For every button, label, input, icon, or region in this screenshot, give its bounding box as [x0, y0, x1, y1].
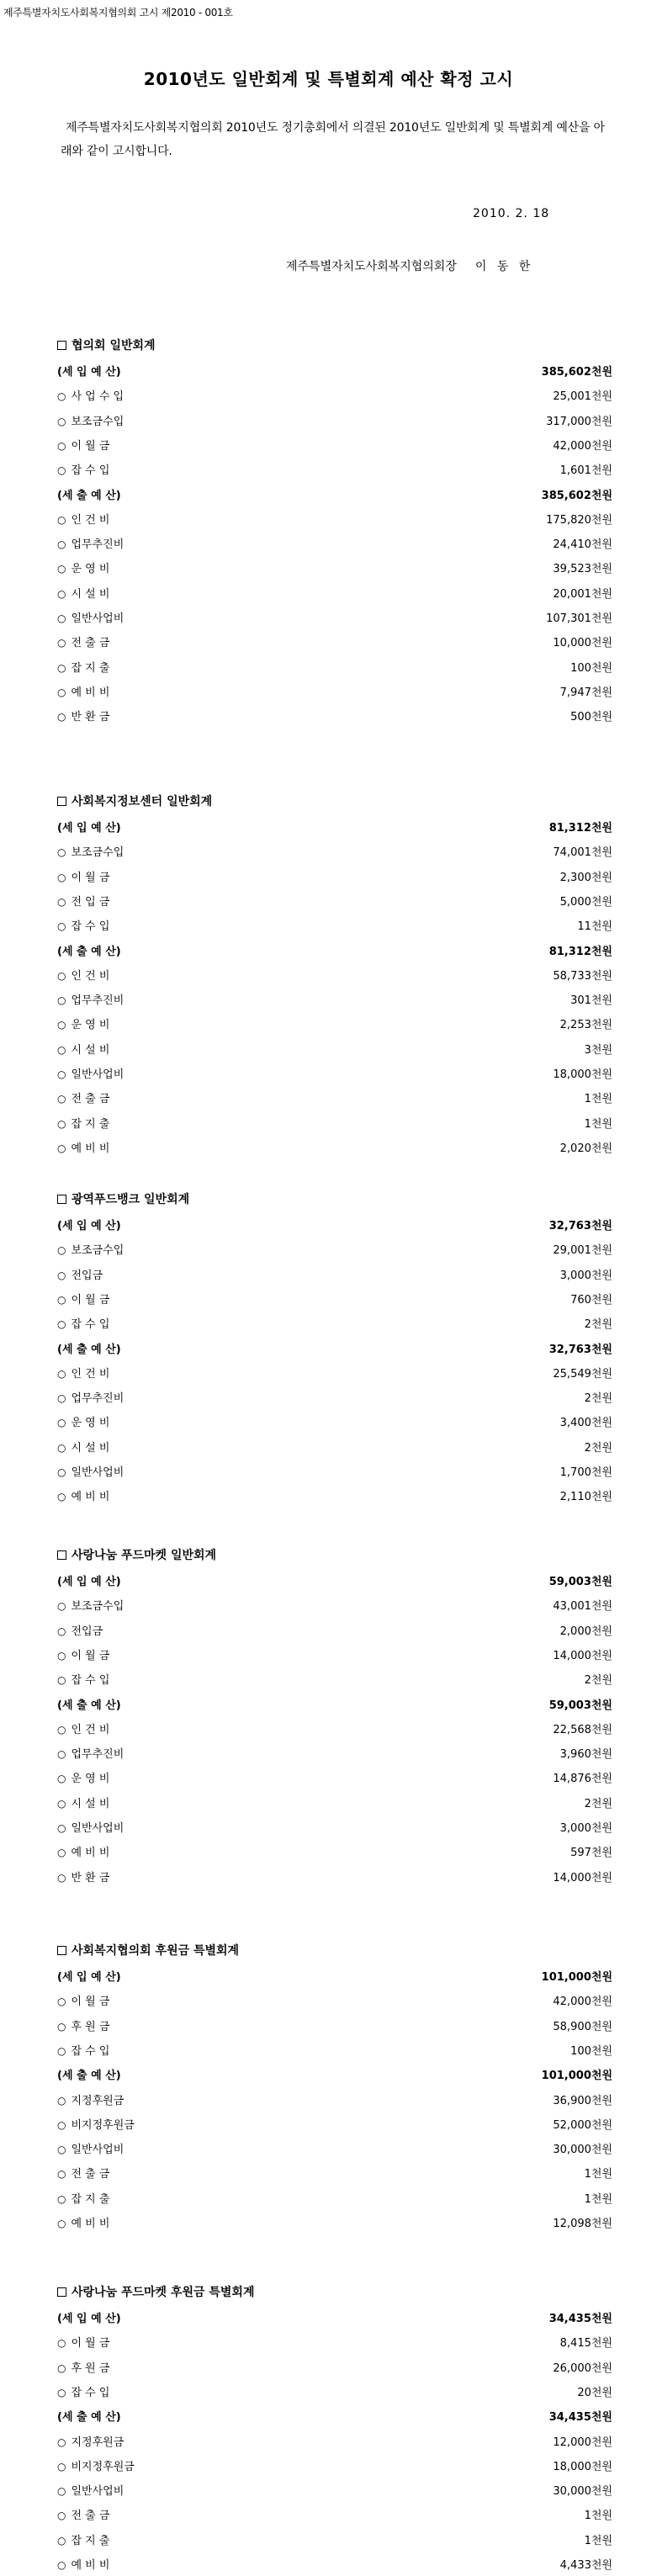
- budget-item-label: ○ 전 출 금: [57, 2165, 585, 2181]
- budget-item-row: [57, 1285, 612, 1311]
- budget-item-row: [57, 1408, 612, 1434]
- budget-item-label: ○ 전 입 금: [57, 893, 560, 909]
- budget-total-row: [57, 937, 612, 962]
- budget-item-amount: 385,602천원: [541, 489, 612, 502]
- budget-item-amount: 100천원: [570, 661, 612, 675]
- budget-item-label: ○ 보조금수입: [57, 843, 553, 859]
- budget-item-row: [57, 702, 612, 728]
- budget-item-label: ○ 운 영 비: [57, 1015, 560, 1031]
- budget-item-label: (세 출 예 산): [57, 2410, 121, 2424]
- budget-item-label: ○ 인 건 비: [57, 967, 553, 983]
- budget-item-label: (세 출 예 산): [57, 1699, 121, 1712]
- section-title: [57, 792, 212, 809]
- budget-item-row: [57, 1641, 612, 1667]
- budget-item-amount: 39,523천원: [553, 562, 612, 575]
- budget-item-amount: 2,020천원: [559, 1142, 612, 1155]
- budget-item-label: ○ 전입금: [57, 1266, 560, 1282]
- budget-item-label: (세 입 예 산): [57, 2312, 121, 2325]
- budget-item-label: ○ 시 설 비: [57, 585, 553, 601]
- budget-item-label: ○ 사 업 수 입: [57, 387, 553, 403]
- budget-item-amount: 12,000천원: [553, 2436, 612, 2449]
- budget-item-amount: 385,602천원: [541, 365, 612, 379]
- budget-item-row: [57, 2135, 612, 2160]
- budget-item-row: [57, 1434, 612, 1459]
- budget-item-label: ○ 시 설 비: [57, 1794, 585, 1810]
- notice-number: 제주특별자치도사회복지협의회 고시 제2010 - 001호: [3, 7, 233, 19]
- budget-item-label: ○ 이 월 금: [57, 1291, 570, 1307]
- budget-item-amount: 24,410천원: [553, 538, 612, 551]
- budget-item-label: (세 입 예 산): [57, 1219, 121, 1232]
- budget-item-amount: 32,763천원: [548, 1219, 612, 1232]
- budget-total-row: [57, 481, 612, 506]
- budget-item-label: ○ 반 환 금: [57, 708, 570, 724]
- budget-item-label: ○ 잡 수 입: [57, 917, 577, 933]
- budget-item-amount: 58,900천원: [553, 2020, 612, 2033]
- budget-total-row: [57, 358, 612, 383]
- budget-item-label: ○ 잡 지 출: [57, 2531, 585, 2547]
- budget-item-amount: 2,253천원: [559, 1018, 612, 1031]
- budget-item-row: [57, 1482, 612, 1508]
- budget-item-row: [57, 530, 612, 555]
- budget-item-row: [57, 1458, 612, 1483]
- signer: [286, 257, 533, 274]
- budget-item-amount: 12,098천원: [553, 2217, 612, 2230]
- section-title: [57, 337, 156, 353]
- budget-item-amount: 32,763천원: [548, 1343, 612, 1356]
- budget-item-label: (세 출 예 산): [57, 489, 121, 502]
- budget-item-label: ○ 잡 수 입: [57, 2383, 577, 2399]
- budget-item-amount: 11천원: [577, 920, 612, 933]
- budget-item-amount: 500천원: [570, 710, 612, 724]
- budget-item-amount: 58,733천원: [553, 969, 612, 983]
- budget-item-row: [57, 1134, 612, 1159]
- budget-item-row: [57, 2111, 612, 2136]
- signer-org: 제주특별자치도사회복지협의회장: [286, 260, 457, 273]
- budget-item-amount: 1,601천원: [559, 464, 612, 477]
- budget-item-label: ○ 잡 수 입: [57, 2042, 570, 2058]
- budget-item-amount: 2천원: [584, 1673, 612, 1687]
- budget-item-label: ○ 업무추진비: [57, 1389, 585, 1405]
- budget-item-row: [57, 2012, 612, 2038]
- budget-total-row: [57, 1691, 612, 1716]
- budget-item-row: [57, 2329, 612, 2354]
- budget-item-amount: 760천원: [570, 1293, 612, 1307]
- budget-item-row: [57, 1814, 612, 1839]
- budget-item-amount: 2천원: [584, 1797, 612, 1810]
- budget-item-amount: 1천원: [584, 2167, 612, 2181]
- budget-item-row: [57, 2477, 612, 2502]
- budget-item-row: [57, 1110, 612, 1135]
- budget-item-label: ○ 보조금수입: [57, 1241, 553, 1257]
- budget-item-amount: 100천원: [570, 2044, 612, 2058]
- budget-item-row: [57, 2037, 612, 2062]
- section-title-text: 협의회 일반회계: [72, 339, 156, 352]
- budget-item-amount: 3천원: [584, 1043, 612, 1057]
- budget-item-label: ○ 보조금수입: [57, 412, 546, 428]
- budget-item-row: [57, 654, 612, 679]
- budget-item-amount: 301천원: [570, 994, 612, 1007]
- budget-total-row: [57, 2304, 612, 2330]
- budget-item-label: ○ 이 월 금: [57, 1646, 553, 1662]
- budget-item-amount: 59,003천원: [548, 1575, 612, 1588]
- budget-item-amount: 1천원: [584, 1117, 612, 1131]
- budget-item-row: [57, 1789, 612, 1815]
- budget-item-amount: 42,000천원: [553, 1995, 612, 2008]
- budget-item-row: [57, 1261, 612, 1286]
- budget-item-label: ○ 전입금: [57, 1622, 560, 1638]
- budget-item-amount: 2천원: [584, 1441, 612, 1455]
- section-title-text: 사랑나눔 푸드마켓 일반회계: [72, 1549, 217, 1562]
- budget-item-label: ○ 이 월 금: [57, 437, 553, 453]
- budget-item-row: [57, 912, 612, 937]
- budget-item-amount: 20,001천원: [553, 587, 612, 601]
- budget-item-amount: 25,549천원: [553, 1367, 612, 1381]
- budget-item-label: ○ 예 비 비: [57, 2556, 560, 2572]
- section-title: [57, 1942, 239, 1959]
- budget-item-row: [57, 580, 612, 605]
- budget-item-label: ○ 잡 수 입: [57, 461, 560, 477]
- budget-item-amount: 14,876천원: [553, 1772, 612, 1785]
- budget-item-row: [57, 863, 612, 888]
- budget-item-row: [57, 838, 612, 863]
- budget-item-label: ○ 예 비 비: [57, 1843, 570, 1859]
- budget-item-row: [57, 1740, 612, 1765]
- budget-item-amount: 8,415천원: [559, 2336, 612, 2350]
- budget-item-row: [57, 2378, 612, 2404]
- budget-item-row: [57, 1010, 612, 1036]
- budget-item-row: [57, 554, 612, 580]
- budget-item-label: ○ 잡 지 출: [57, 659, 570, 675]
- budget-item-row: [57, 1987, 612, 2012]
- budget-item-row: [57, 1666, 612, 1691]
- intro-text: 제주특별자치도사회복지협의회 2010년도 정기총회에서 의결된 2010년도 일반회계 및 특별회계 예산을 아래와 같이 고시합니다.: [61, 121, 605, 158]
- budget-item-label: ○ 운 영 비: [57, 1769, 553, 1785]
- checkbox-square-icon: [57, 797, 66, 806]
- budget-item-row: [57, 407, 612, 432]
- budget-item-row: [57, 1060, 612, 1085]
- budget-item-amount: 34,435천원: [548, 2410, 612, 2424]
- budget-item-amount: 3,000천원: [559, 1269, 612, 1282]
- budget-item-amount: 18,000천원: [553, 1068, 612, 1081]
- budget-item-label: ○ 이 월 금: [57, 1992, 553, 2008]
- budget-item-amount: 36,900천원: [553, 2094, 612, 2107]
- budget-item-label: ○ 일반사업비: [57, 609, 546, 625]
- budget-total-row: [57, 1335, 612, 1360]
- budget-item-row: [57, 986, 612, 1011]
- budget-item-label: ○ 시 설 비: [57, 1041, 585, 1057]
- budget-item-amount: 14,000천원: [553, 1649, 612, 1662]
- budget-item-label: ○ 예 비 비: [57, 2214, 553, 2230]
- budget-item-amount: 1천원: [584, 1092, 612, 1105]
- section-title-text: 광역푸드뱅크 일반회계: [72, 1193, 190, 1206]
- checkbox-square-icon: [57, 1195, 66, 1204]
- budget-item-label: ○ 업무추진비: [57, 991, 570, 1007]
- budget-item-row: [57, 1838, 612, 1863]
- budget-item-row: [57, 2526, 612, 2552]
- budget-item-label: (세 입 예 산): [57, 821, 121, 835]
- budget-item-amount: 317,000천원: [546, 415, 612, 428]
- budget-item-label: (세 출 예 산): [57, 945, 121, 958]
- signer-name: 이 동 한: [474, 260, 534, 273]
- budget-item-amount: 2,300천원: [559, 871, 612, 884]
- budget-item-label: ○ 잡 지 출: [57, 1115, 585, 1131]
- checkbox-square-icon: [57, 2287, 66, 2297]
- budget-item-label: (세 입 예 산): [57, 1575, 121, 1588]
- budget-item-amount: 1천원: [584, 2192, 612, 2206]
- budget-item-label: ○ 일반사업비: [57, 1819, 560, 1835]
- budget-item-label: ○ 전 출 금: [57, 633, 553, 649]
- budget-item-row: [57, 962, 612, 987]
- budget-item-label: ○ 일반사업비: [57, 2140, 553, 2156]
- budget-item-amount: 4,433천원: [559, 2558, 612, 2572]
- budget-item-amount: 22,568천원: [553, 1723, 612, 1736]
- budget-item-label: ○ 인 건 비: [57, 1720, 553, 1736]
- budget-item-label: ○ 예 비 비: [57, 1139, 560, 1155]
- budget-item-amount: 30,000천원: [553, 2484, 612, 2498]
- budget-item-amount: 2,110천원: [559, 1490, 612, 1503]
- section-title-text: 사랑나눔 푸드마켓 후원금 특별회계: [72, 2286, 255, 2299]
- budget-item-row: [57, 1592, 612, 1617]
- budget-item-label: ○ 업무추진비: [57, 535, 553, 551]
- budget-item-row: [57, 432, 612, 457]
- budget-item-amount: 42,000천원: [553, 439, 612, 453]
- budget-item-amount: 10,000천원: [553, 636, 612, 649]
- budget-item-label: ○ 비지정후원금: [57, 2457, 553, 2473]
- budget-item-row: [57, 1617, 612, 1642]
- budget-item-row: [57, 1084, 612, 1110]
- budget-item-amount: 175,820천원: [546, 513, 612, 527]
- checkbox-square-icon: [57, 1946, 66, 1955]
- budget-item-label: ○ 후 원 금: [57, 2359, 553, 2375]
- budget-item-label: ○ 업무추진비: [57, 1745, 560, 1761]
- budget-item-label: ○ 전 출 금: [57, 1089, 585, 1105]
- budget-item-amount: 101,000천원: [541, 1970, 612, 1984]
- budget-item-label: ○ 인 건 비: [57, 1365, 553, 1381]
- budget-item-row: [57, 1036, 612, 1061]
- budget-item-label: ○ 후 원 금: [57, 2017, 553, 2033]
- intro-paragraph: [61, 116, 607, 163]
- checkbox-square-icon: [57, 341, 66, 350]
- checkbox-square-icon: [57, 1550, 66, 1560]
- budget-item-row: [57, 1863, 612, 1889]
- budget-total-row: [57, 1211, 612, 1237]
- budget-item-label: (세 입 예 산): [57, 365, 121, 379]
- budget-item-row: [57, 2185, 612, 2210]
- budget-total-row: [57, 814, 612, 839]
- budget-item-amount: 25,001천원: [553, 390, 612, 403]
- budget-item-amount: 7,947천원: [559, 686, 612, 699]
- budget-item-amount: 43,001천원: [553, 1599, 612, 1613]
- budget-item-row: [57, 678, 612, 703]
- budget-item-amount: 2천원: [584, 1317, 612, 1331]
- budget-item-label: ○ 일반사업비: [57, 2482, 553, 2498]
- notice-date: 2010. 2. 18: [473, 207, 550, 220]
- page-title: 2010년도 일반회계 및 특별회계 예산 확정 고시: [143, 69, 514, 89]
- budget-item-row: [57, 628, 612, 654]
- budget-item-label: ○ 잡 수 입: [57, 1671, 585, 1687]
- budget-item-amount: 52,000천원: [553, 2118, 612, 2132]
- budget-item-label: ○ 지정후원금: [57, 2433, 553, 2449]
- budget-item-row: [57, 1384, 612, 1409]
- budget-item-amount: 26,000천원: [553, 2361, 612, 2375]
- section-title: [57, 1190, 189, 1207]
- budget-item-row: [57, 2209, 612, 2234]
- budget-item-row: [57, 2452, 612, 2478]
- budget-item-label: ○ 지정후원금: [57, 2091, 553, 2107]
- budget-item-label: ○ 운 영 비: [57, 1413, 560, 1429]
- budget-item-row: [57, 2086, 612, 2112]
- budget-item-amount: 81,312천원: [548, 821, 612, 835]
- budget-item-label: ○ 비지정후원금: [57, 2116, 553, 2132]
- budget-item-amount: 2천원: [584, 1391, 612, 1405]
- budget-item-label: ○ 일반사업비: [57, 1463, 560, 1479]
- budget-item-amount: 1천원: [584, 2534, 612, 2547]
- budget-item-row: [57, 1764, 612, 1789]
- budget-item-amount: 74,001천원: [553, 845, 612, 859]
- budget-item-row: [57, 1360, 612, 1385]
- section-title: [57, 2283, 254, 2300]
- budget-item-label: ○ 인 건 비: [57, 511, 546, 527]
- budget-item-amount: 59,003천원: [548, 1699, 612, 1712]
- budget-item-row: [57, 456, 612, 481]
- budget-item-label: ○ 잡 지 출: [57, 2190, 585, 2206]
- budget-item-amount: 29,001천원: [553, 1243, 612, 1257]
- budget-item-amount: 3,960천원: [559, 1747, 612, 1761]
- budget-item-amount: 1천원: [584, 2509, 612, 2522]
- budget-item-row: [57, 2354, 612, 2379]
- section-title-text: 사회복지정보센터 일반회계: [72, 795, 213, 808]
- budget-item-row: [57, 2551, 612, 2576]
- budget-total-row: [57, 2403, 612, 2428]
- budget-item-amount: 2,000천원: [559, 1625, 612, 1638]
- budget-item-label: ○ 반 환 금: [57, 1868, 553, 1884]
- budget-total-row: [57, 1963, 612, 1988]
- budget-item-row: [57, 1236, 612, 1261]
- budget-item-label: ○ 보조금수입: [57, 1597, 553, 1613]
- budget-item-label: ○ 예 비 비: [57, 1487, 560, 1503]
- budget-item-label: ○ 시 설 비: [57, 1439, 585, 1455]
- budget-item-label: ○ 이 월 금: [57, 2334, 560, 2350]
- budget-item-amount: 597천원: [570, 1846, 612, 1859]
- budget-item-row: [57, 382, 612, 407]
- budget-item-amount: 3,400천원: [559, 1416, 612, 1429]
- budget-item-row: [57, 604, 612, 629]
- budget-total-row: [57, 1567, 612, 1593]
- budget-item-amount: 30,000천원: [553, 2143, 612, 2156]
- budget-item-amount: 18,000천원: [553, 2460, 612, 2473]
- budget-item-row: [57, 1310, 612, 1335]
- budget-item-amount: 5,000천원: [559, 895, 612, 909]
- budget-item-row: [57, 2501, 612, 2526]
- budget-item-label: ○ 예 비 비: [57, 683, 560, 699]
- budget-item-label: ○ 전 출 금: [57, 2506, 585, 2522]
- budget-item-amount: 1,700천원: [559, 1466, 612, 1479]
- budget-item-row: [57, 1715, 612, 1741]
- budget-item-amount: 14,000천원: [553, 1871, 612, 1884]
- budget-item-amount: 101,000천원: [541, 2069, 612, 2082]
- budget-item-amount: 3,000천원: [559, 1821, 612, 1835]
- budget-item-row: [57, 506, 612, 531]
- budget-item-amount: 34,435천원: [548, 2312, 612, 2325]
- budget-item-amount: 81,312천원: [548, 945, 612, 958]
- budget-item-label: (세 입 예 산): [57, 1970, 121, 1984]
- budget-item-label: ○ 운 영 비: [57, 559, 553, 575]
- budget-item-label: ○ 일반사업비: [57, 1065, 553, 1081]
- budget-item-label: (세 출 예 산): [57, 1343, 121, 1356]
- budget-item-row: [57, 2160, 612, 2185]
- section-title: [57, 1546, 216, 1563]
- budget-item-row: [57, 888, 612, 913]
- budget-item-label: ○ 이 월 금: [57, 868, 560, 884]
- budget-item-label: ○ 잡 수 입: [57, 1315, 585, 1331]
- budget-item-amount: 20천원: [577, 2386, 612, 2399]
- budget-item-label: (세 출 예 산): [57, 2069, 121, 2082]
- budget-item-row: [57, 2428, 612, 2453]
- section-title-text: 사회복지협의회 후원금 특별회계: [72, 1944, 240, 1958]
- budget-item-amount: 107,301천원: [546, 612, 612, 625]
- budget-total-row: [57, 2061, 612, 2086]
